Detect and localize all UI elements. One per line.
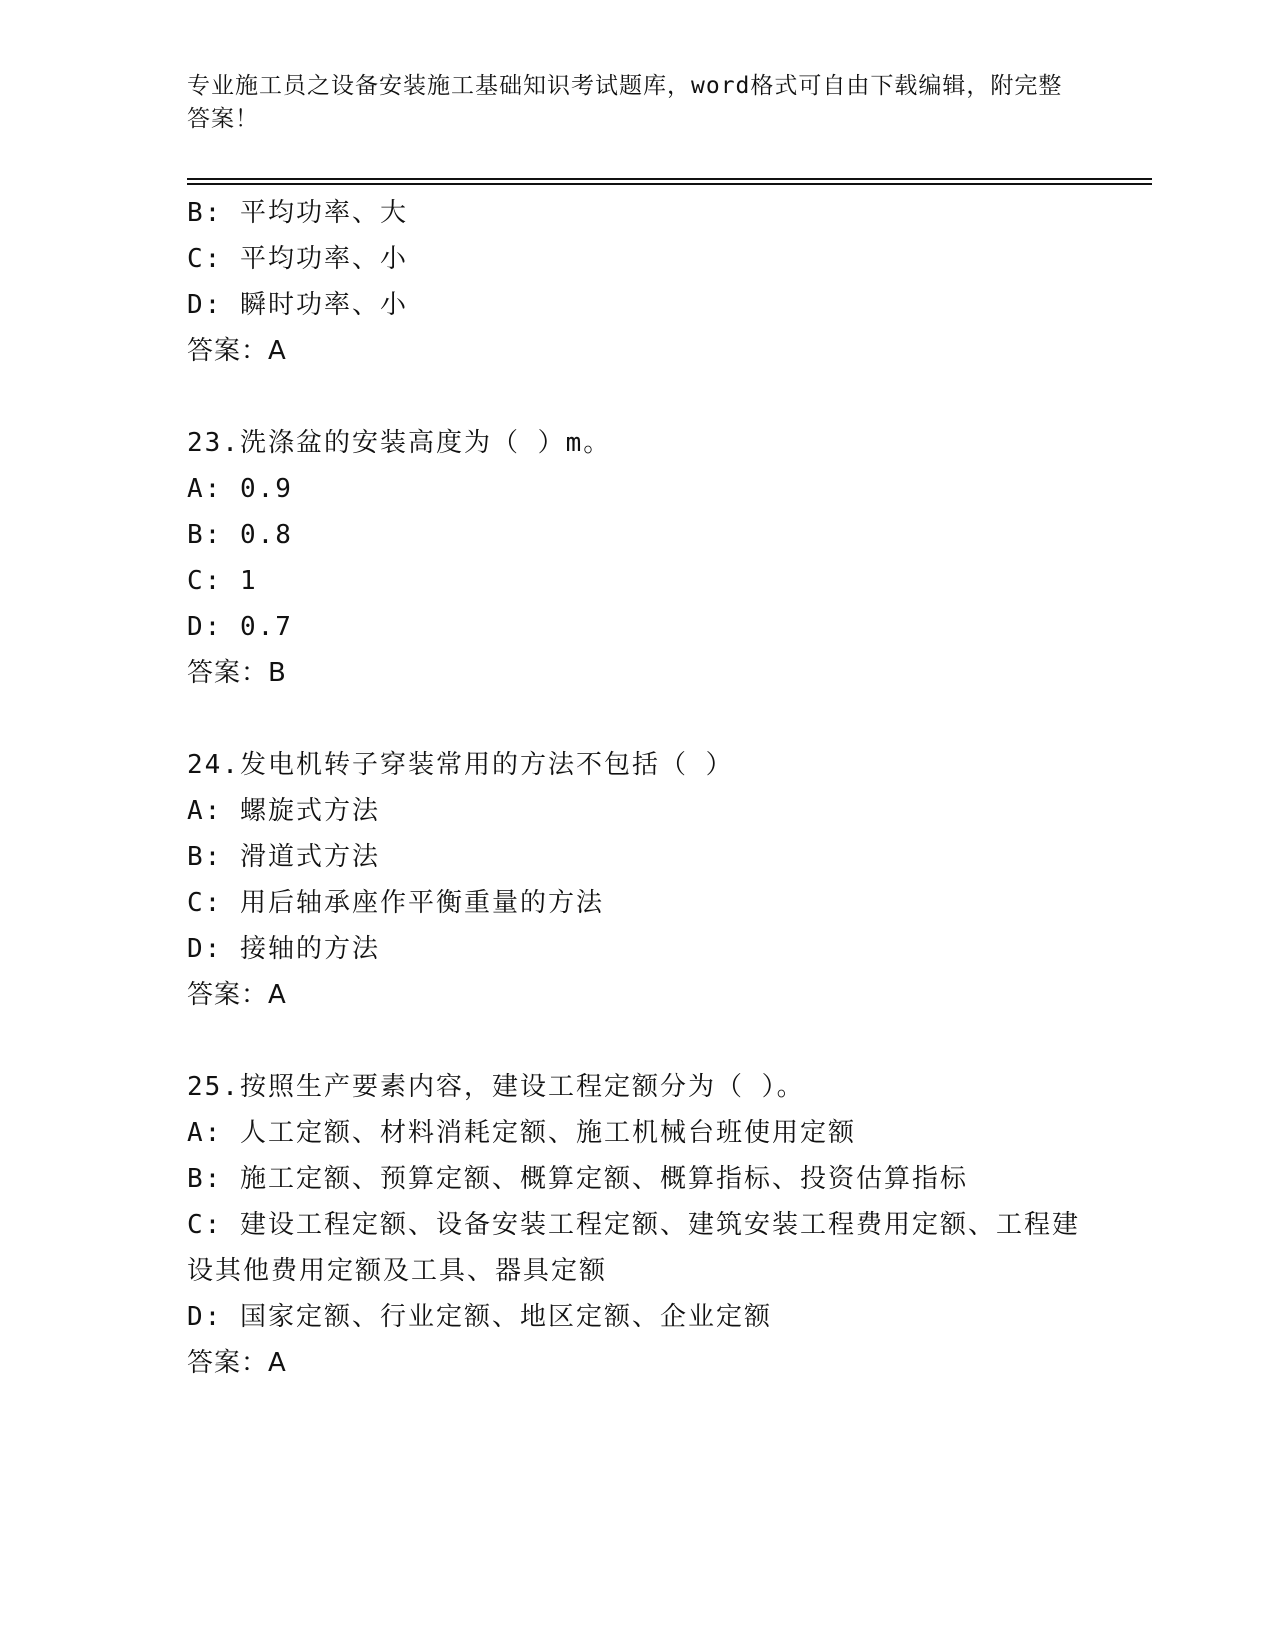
- question-content: [187, 190, 1087, 1386]
- document-header: 专业施工员之设备安装施工基础知识考试题库，word格式可自由下载编辑，附完整答案！: [187, 73, 1063, 132]
- question-25: [187, 1064, 1087, 1386]
- question-stem: 24.发电机转子穿装常用的方法不包括（ ）: [187, 750, 734, 780]
- option-c: C: 平均功率、小: [187, 244, 408, 274]
- option-c: C: 建设工程定额、设备安装工程定额、建筑安装工程费用定额、工程建设其他费用定额及工具、器具定额: [187, 1210, 1080, 1286]
- question-23: [187, 420, 1087, 696]
- answer-line: 答案：A: [187, 336, 287, 366]
- option-c: C: 用后轴承座作平衡重量的方法: [187, 888, 604, 918]
- option-c: C: 1: [187, 566, 258, 596]
- question-gap: [187, 374, 1087, 420]
- question-gap: [187, 696, 1087, 742]
- header-rule-top: [187, 178, 1152, 180]
- question-gap: [187, 1018, 1087, 1064]
- answer-line: 答案：B: [187, 658, 287, 688]
- option-b: B: 滑道式方法: [187, 842, 380, 872]
- option-b: B: 0.8: [187, 520, 293, 550]
- answer-line: 答案：A: [187, 980, 287, 1010]
- option-d: D: 瞬时功率、小: [187, 290, 408, 320]
- option-a: A: 人工定额、材料消耗定额、施工机械台班使用定额: [187, 1118, 856, 1148]
- answer-line: 答案：A: [187, 1348, 287, 1378]
- option-d: D: 接轴的方法: [187, 934, 380, 964]
- option-a: A: 0.9: [187, 474, 293, 504]
- option-d: D: 国家定额、行业定额、地区定额、企业定额: [187, 1302, 772, 1332]
- header-rule-bottom: [187, 183, 1152, 185]
- option-a: A: 螺旋式方法: [187, 796, 380, 826]
- question-24: [187, 742, 1087, 1018]
- option-d: D: 0.7: [187, 612, 293, 642]
- option-b: B: 施工定额、预算定额、概算定额、概算指标、投资估算指标: [187, 1164, 968, 1194]
- previous-question-remainder: [187, 190, 1087, 374]
- question-stem: 23.洗涤盆的安装高度为（ ）m。: [187, 428, 612, 458]
- option-b: B: 平均功率、大: [187, 198, 408, 228]
- question-stem: 25.按照生产要素内容，建设工程定额分为（ ）。: [187, 1072, 805, 1102]
